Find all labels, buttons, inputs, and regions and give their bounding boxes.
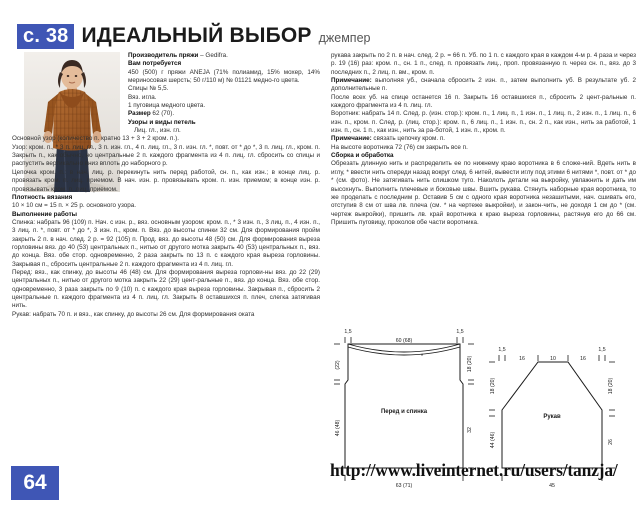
- label-sleeve-cap-height-left: 18 (20): [490, 377, 496, 395]
- instructions-sleeve: Рукав: набрать 70 п. и вяз., как спинку, до высоты 26 см. Для формирования оката: [12, 310, 255, 318]
- requirements-heading: Вам потребуется: [128, 60, 182, 68]
- size-label: Размер: [128, 110, 151, 118]
- main-pattern-instructions: Узор: кром. п., * 3 п. лиц. гл., 3 п. изн. гл., 4 п. лиц. гл., 3 п. изн. гл. *, повт. от * до *, 3 п. лиц. гл., кром. п. Закрыть п., как обычно, но центральные 2 п. каждого фрагмента из 4 п. лиц. гл. сбросить со спицы и распустить вертикально вниз вплоть до наборного р.: [12, 143, 320, 168]
- label-sleeve-cap-top: 10: [550, 356, 556, 362]
- instructions-back: Спинка: набрать 96 (109) п. Нач. с изн. р., вяз. основным узором: кром. п., * 3 изн. п., 3 лиц. п., 4 изн. п., 3 лиц. п. *, повт. от * до *, 3 изн. п., кром. п. Вяз. до высоты спинки 32 см. Для формирования пройм закрыть 2 п. в нач. след. 2 р. = 92 (105) п. Прод. вяз. до высоты 48 (50) см. Для формирования выреза горловины вяз. до 40 (53) центральных п., нитью от другого мотка закрыть 40 (53) центральных п., вяз. до конца. Вяз. обе стор. одновременно, 2 раза закрыть по 13 п. с каждого края выреза горловины. Закрывая п., сбросить центральные 2 п. каждого фрагмента из 4 п. лиц. гл.: [12, 218, 320, 268]
- note-collar: [331, 135, 636, 143]
- gauge-text: 10 × 10 см = 15 п. × 25 р. основного узора.: [12, 202, 137, 210]
- label-body-top-width: 60 (68): [395, 338, 413, 344]
- main-pattern-repeat: Основной узор (количество п. кратно 13 + 3 + 2 кром. п.).: [12, 135, 179, 143]
- instructions-front: Перед: вяз., как спинку, до высоты 46 (48) см. Для формирования выреза горлови-ны вяз. до 22 (29) центральных п., нитью от другого мотка закрыть 22 (29) цент-ральные п., вяз. до конца. Вяз. обе стор. одновременно, 3 раза закрыть по 9 (10) п. с каждого края выреза горловины. Закрывая п., сбросить 2 центральные п. каждого фрагмента из 4 п. лиц. гл. Закрыть 8 оставшихся п. плеч, слегка затягивая нить.: [12, 268, 320, 310]
- left-text-column: [12, 52, 320, 319]
- pattern-body-block: [12, 135, 320, 319]
- label-body-side-height: 46 (48): [335, 419, 341, 437]
- label-sleeve-cap-side-right: 16: [580, 356, 586, 362]
- note-collar-text: связать цепочку кром. п.: [371, 135, 445, 143]
- label-body-armhole-height: 32: [467, 427, 473, 433]
- site-watermark: http://www.liveinternet.ru/users/tanzja/: [330, 460, 618, 480]
- label-sleeve-cap-height-right: 18 (20): [608, 377, 614, 395]
- collar-height-line: На высоте воротника 72 (76) см закрыть все п.: [331, 143, 468, 151]
- label-body-bottom-width: 63 (71): [395, 483, 413, 489]
- label-sleeve-cap-side-left: 16: [519, 356, 525, 362]
- label-body-shoulder-left: 1,5: [344, 329, 352, 335]
- work-heading: Выполнение работы: [12, 210, 78, 218]
- page-header: [17, 24, 370, 49]
- chain-edge-instructions: Цепочка кром. п.: в нач. лиц. р. перекинуть нить перед работой, сн. п., как изн.; в конце лиц. р. провязать кром. п. лиц. приемом. В нач. изн. р. провязывать кром. п. изн. приемом; в конце изн. р. провязывать кром. п. лиц. приемом.: [12, 168, 320, 193]
- material-needles: Спицы № 5,5.: [128, 85, 169, 93]
- assembly-heading: Сборка и обработка: [331, 152, 394, 160]
- label-sleeve-edge-right: 1,5: [598, 347, 606, 353]
- size-line: [128, 110, 320, 118]
- label-body-piece-name: Перед и спинка: [380, 409, 428, 415]
- label-sleeve-piece-name: Рукав: [543, 414, 561, 420]
- label-body-star-marker: *: [420, 354, 424, 360]
- material-button: 1 пуговица медного цвета.: [128, 102, 206, 110]
- instructions-sleeve-cont: рукава закрыть по 2 п. в нач. след. 2 р. = 66 п. Уб. по 1 п. с каждого края в каждом 4-м р. 4 раза и через р. 19 (16) раз: кром. п., сн. 1 п., след. п. провязать лиц., проп. провязанную п. через сн. п., вяз. до 3 последних п., 2 лиц. п. вм., кром. п.: [331, 52, 636, 76]
- page-title: ИДЕАЛЬНЫЙ ВЫБОР: [81, 24, 312, 47]
- note-decreases-text: выполняя уб., сначала сбросить 2 изн. п., затем выполнить уб. В результате уб. 2 дополнительные п.: [331, 77, 636, 93]
- label-body-yoke-height: 18 (20): [467, 355, 473, 373]
- patterns-heading: Узоры и виды петель: [128, 118, 196, 126]
- note-collar-label: Примечание:: [331, 135, 372, 143]
- instructions-collar: Воротник: набрать 14 п. След. р. (изн. стор.): кром. п., 1 лиц. п., 1 изн. п., 1 лиц. п., 2 изн. п., 1 лиц. п., 6 изн. п., кром. п. След. р. (лиц. стор.): кром. п., 6 лиц. п., 1 изн. п., сн. 2 п., как изн., нить за работой, 1 изн. п., сн. 1 п., как изн., нить за ра-ботой, 1 изн. п., кром. п.: [331, 110, 636, 135]
- schematic-body-piece: [345, 344, 463, 468]
- patterns-stitch-types: Лиц. гл., изн. гл.: [134, 127, 181, 135]
- label-sleeve-length-left: 44 (46): [490, 431, 496, 449]
- size-value: 62 (70).: [150, 110, 175, 118]
- label-sleeve-cuff-width: 45: [549, 483, 555, 489]
- gauge-heading: Плотность вязания: [12, 193, 73, 201]
- label-body-neck-depth: (22): [335, 360, 341, 370]
- page-reference-chip: с. 38: [17, 24, 74, 49]
- yarn-manufacturer-label: Производитель пряжи: [128, 52, 199, 59]
- label-sleeve-length-right: 26: [608, 439, 614, 445]
- page-number-badge: 64: [11, 466, 59, 500]
- instructions-after-decreases: После всех уб. на спице останется 16 п. Закрыть 16 оставшихся п., сбросить 2 цент-ральные п. каждого фрагмента из 4 п. лиц. гл.: [331, 93, 636, 110]
- note-decreases: [331, 77, 636, 94]
- assembly-text: Обрезать длинную нить и распределить ее по нижнему краю воротника в 6 сложе-ний. Вдеть нить в иглу, * ввести нить спереди назад вокруг след. 6 нитей, вывести иглу под этими 6 нитями *, повт. от * до * (см. фото). Не затягивать нить слишком туго. Наколоть детали на выкройку, увлажнить и дать им высохнуть. Выполнить плечевые и боковые швы. Вшить рукава. Стянуть наборные края воротника, то же проделать с последним р. Оставив 5 см с одного края воротника незашитыми, нач. сшивать его, отступив 8 см от шва лв. плеча (см. * на чертеже выкройки), и закон-чить, не доходя 1 см до * (см. чертеж выкройки), пришить лв. край воротника к краю выреза горловины, растянув его до 66 см. Пришить пуговицу, проколов обе части воротника.: [331, 160, 636, 226]
- label-sleeve-edge-left: 1,5: [498, 347, 506, 353]
- materials-block: [12, 52, 320, 135]
- material-yarn: 450 (500) г пряжи ANEJA (71% полиамид, 15% мохер, 14% мериносовая шерсть; 50 г/110 м) № 01121 медно-го цвета.: [128, 68, 320, 85]
- note-decreases-label: Примечание:: [331, 77, 372, 85]
- page-subtitle: джемпер: [318, 31, 371, 45]
- label-body-shoulder-right: 1,5: [456, 329, 464, 335]
- yarn-manufacturer-value: – Gedifra.: [198, 52, 228, 59]
- right-text-column: [331, 52, 636, 227]
- material-sewing-needle: Вяз. игла.: [128, 93, 157, 101]
